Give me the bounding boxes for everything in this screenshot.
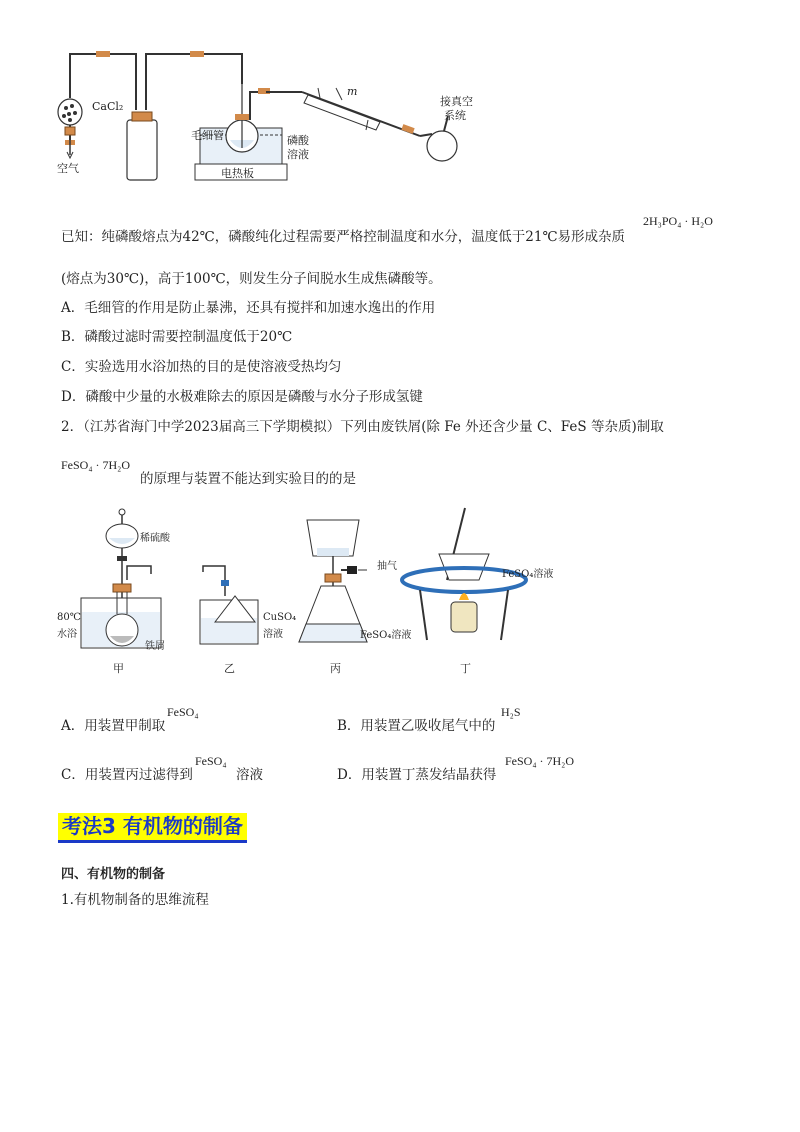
temp-label-1: 80℃ — [57, 612, 81, 623]
condenser-m-label: m — [347, 85, 358, 98]
q2-option-c: C．用装置丙过滤得到 — [61, 767, 193, 783]
q2-option-c-tail: 溶液 — [236, 767, 263, 783]
q2-option-d: D．用装置丁蒸发结晶获得 — [337, 767, 497, 783]
setup-jia-label: 甲 — [113, 662, 124, 675]
q1-option-b: B．磷酸过滤时需要控制温度低于20℃ — [61, 329, 293, 345]
apparatus-diagram-1 — [50, 40, 470, 190]
phosphoric-label-2: 溶液 — [287, 148, 309, 161]
dilute-acid-label: 稀硫酸 — [140, 533, 170, 544]
q2-option-a-formula: FeSO₄ — [167, 705, 199, 719]
phosphoric-label-1: 磷酸 — [287, 134, 309, 147]
suction-label: 抽气 — [377, 561, 397, 572]
known-line-1: 已知：纯磷酸熔点为42℃，磷酸纯化过程需要严格控制温度和水分，温度低于21℃易形成杂质 — [61, 229, 626, 245]
setup-yi-label: 乙 — [224, 662, 235, 675]
heater-label: 电热板 — [221, 167, 254, 180]
q2-formula: FeSO₄ · 7H₂O — [61, 458, 131, 472]
feso4-solution-label-2: FeSO₄溶液 — [502, 569, 554, 580]
q2-line-1: 2．（江苏省海门中学2023届高三下学期模拟）下列由废铁屑(除 Fe 外还含少量 C、FeS 等杂质)制取 — [61, 419, 664, 435]
feso4-solution-label: FeSO₄溶液 — [360, 630, 412, 641]
q2-option-a: A．用装置甲制取 — [61, 718, 166, 734]
section-item-1: 1.有机物制备的思维流程 — [61, 892, 209, 908]
temp-label-2: 水浴 — [57, 629, 77, 640]
cacl2-label: CaCl₂ — [92, 100, 124, 113]
air-label: 空气 — [57, 162, 79, 175]
capillary-label: 毛细管 — [191, 129, 224, 142]
section-heading: 考法3 有机物的制备 — [58, 813, 247, 843]
q2-line-2: 的原理与装置不能达到实验目的的是 — [140, 471, 356, 487]
setup-ding-label: 丁 — [460, 662, 471, 675]
known-line-2: (熔点为30℃)，高于100℃，则发生分子间脱水生成焦磷酸等。 — [61, 271, 442, 287]
iron-label: 铁屑 — [145, 641, 165, 652]
section-subheading: 四、有机物的制备 — [61, 867, 166, 882]
q1-option-a: A．毛细管的作用是防止暴沸，还具有搅拌和加速水逸出的作用 — [61, 300, 436, 316]
q1-option-d: D．磷酸中少量的水极难除去的原因是磷酸与水分子形成氢键 — [61, 389, 423, 405]
known-formula: 2H₃PO₄ · H₂O — [643, 214, 713, 228]
vacuum-label-2: 系统 — [444, 109, 466, 122]
cuso4-label-2: 溶液 — [263, 629, 283, 640]
setup-bing-label: 丙 — [330, 662, 341, 675]
q1-option-c: C．实验选用水浴加热的目的是使溶液受热均匀 — [61, 359, 342, 375]
apparatus-diagram-2 — [55, 500, 615, 680]
q2-option-d-formula: FeSO₄ · 7H₂O — [505, 754, 575, 768]
q2-option-b-formula: H₂S — [501, 705, 521, 719]
q2-option-b: B．用装置乙吸收尾气中的 — [337, 718, 496, 734]
cuso4-label-1: CuSO₄ — [263, 612, 297, 623]
q2-option-c-formula: FeSO₄ — [195, 754, 227, 768]
vacuum-label-1: 接真空 — [440, 95, 473, 108]
